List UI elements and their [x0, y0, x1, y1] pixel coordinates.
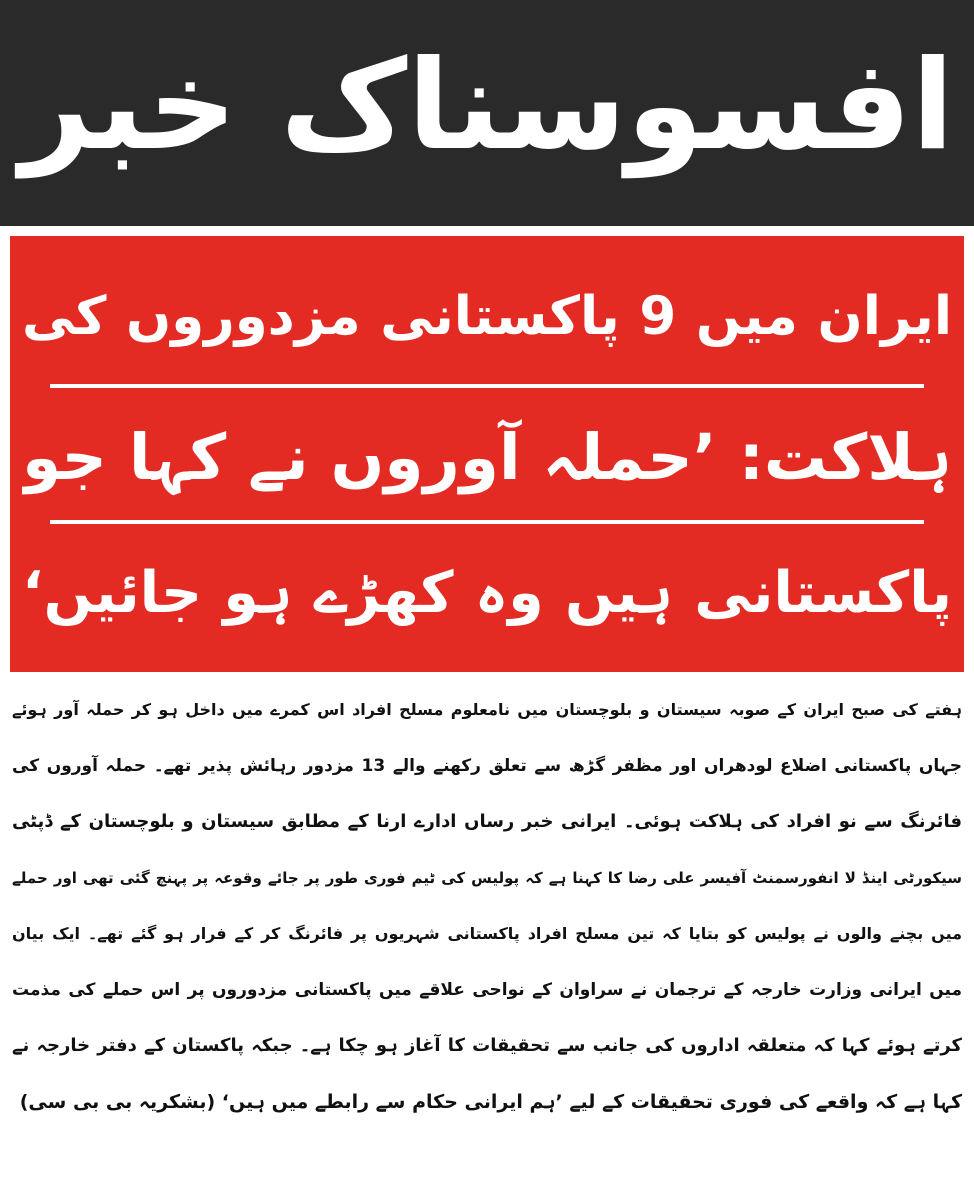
headline-divider-2: [50, 520, 924, 524]
article-line-8: کہا ہے کہ واقعے کی فوری تحقیقات کے لیے ’ہم ایرانی حکام سے رابطے میں ہیں‘ (بشکریہ بی بی سی): [19, 1091, 962, 1113]
headline-box: [10, 236, 964, 672]
article-line-7: کرتے ہوئے کہا کہ متعلقہ اداروں کی جانب سے تحقیقات کا آغاز ہو چکا ہے۔ جبکہ پاکستان کے دفتر خارجہ نے: [12, 1035, 962, 1056]
masthead-title: افسوسناک خبر: [20, 34, 954, 178]
headline-line-1: ایران میں 9 پاکستانی مزدوروں کی: [22, 286, 952, 347]
article-line-4: سیکورٹی اینڈ لا انفورسمنٹ آفیسر علی رضا کا کہنا ہے کہ پولیس کی ٹیم فوری طور پر جائے وقوعہ پر پہنچ گئی تھی اور حملے: [12, 869, 962, 887]
headline-divider-1: [50, 384, 924, 388]
article-line-5: میں بچنے والوں نے پولیس کو بتایا کہ تین مسلح افراد پاکستانی شہریوں پر فائرنگ کر کے فرار ہو گئے تھے۔ ایک بیان: [12, 924, 962, 943]
article-line-3: فائرنگ سے نو افراد کی ہلاکت ہوئی۔ ایرانی خبر رساں ادارے ارنا کے مطابق سیستان و بلوچستان کے ڈپٹی: [12, 811, 962, 832]
headline-line-2: ہلاکت: ’حملہ آوروں نے کہا جو: [22, 421, 952, 494]
article-body: [12, 682, 962, 1192]
headline-line-3: پاکستانی ہیں وہ کھڑے ہو جائیں‘: [22, 560, 952, 626]
article-line-2: جہاں پاکستانی اضلاع لودھراں اور مظفر گڑھ سے تعلق رکھنے والے 13 مزدور رہائش پذیر تھے۔ حملہ آوروں کی: [12, 756, 962, 776]
article-line-6: میں ایرانی وزارت خارجہ کے ترجمان نے سراوان کے نواحی علاقے میں پاکستانی مزدوروں پر اس حملے کی مذمت: [12, 980, 962, 1000]
article-line-1: ہفتے کی صبح ایران کے صوبہ سیستان و بلوچستان میں نامعلوم مسلح افراد اس کمرے میں داخل ہو کر حملہ آور ہوئے: [12, 700, 962, 719]
masthead-banner: [0, 0, 974, 226]
